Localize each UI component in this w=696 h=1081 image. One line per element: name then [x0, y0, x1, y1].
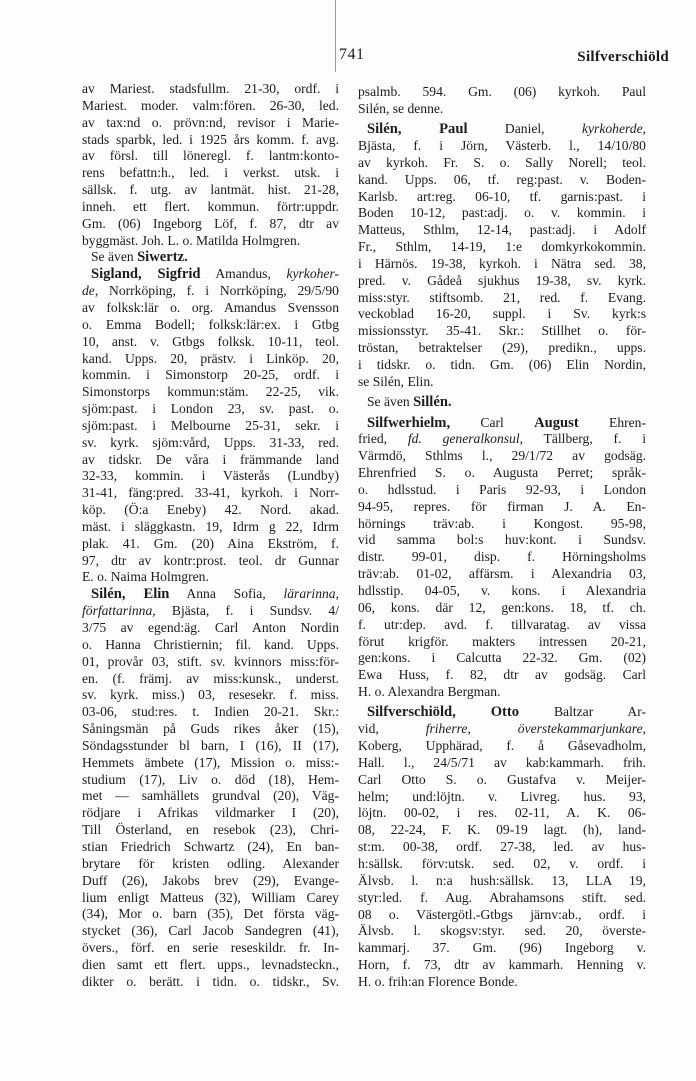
entry-continuation [82, 81, 339, 249]
biography-entry [82, 586, 339, 990]
text-run: av tax:nd o. prövn:nd, revisor i Marie- [82, 114, 339, 130]
headword: Silfverschiöld, [367, 704, 456, 721]
text-run: rödjare i Afrikas vildmarker I (20), [82, 805, 339, 821]
occupation-italic: kyrkoher- [286, 266, 340, 282]
text-line [82, 856, 339, 873]
text-line [82, 519, 339, 536]
text-line [358, 772, 646, 789]
text-line [358, 448, 646, 465]
text-line [358, 499, 646, 516]
text-run: Se även [91, 249, 138, 265]
text-run: 32-33, kommin. i Västerås (Lundby) [82, 468, 339, 484]
page-number: 741 [339, 46, 365, 63]
text-run: 08 o. Västergötl.-Gtbgs järnv:ab., ordf. i [358, 906, 646, 922]
text-line [82, 772, 339, 789]
text-line [82, 671, 339, 688]
text-line [82, 334, 339, 351]
text-line [82, 351, 339, 368]
text-run: Fr., Sthlm, 14-19, 1:e domkyrkokommin. [358, 239, 647, 255]
text-run: Matteus, Sthlm, 12-14, past:adj. i Adolf [358, 222, 647, 238]
occupation-italic: författarinna [82, 603, 153, 619]
text-run: övers., förf. en serie reseskildr. fr. In- [82, 940, 339, 956]
text-line [82, 788, 339, 805]
text-line [358, 84, 646, 101]
text-run: hdlsstip. 04-05, v. kons. i Alexandria [358, 582, 647, 598]
text-line [82, 266, 339, 283]
text-run: träv:ab. 01-02, affärsm. i Alexandria 03, [358, 566, 646, 582]
text-line [82, 300, 339, 317]
text-line [358, 189, 646, 206]
text-line [358, 789, 646, 806]
running-head: Silfverschiöld [577, 49, 669, 65]
headword: Silfwerhielm, [367, 414, 451, 431]
text-run: gen:kons. i Calcutta 22-32. Gm. (02) [358, 650, 646, 666]
text-run: Hall. l., 24/5/71 av kab:kammarh. frih. [358, 754, 646, 770]
text-line [358, 822, 646, 839]
text-line [358, 357, 646, 374]
text-run: studium (17), Liv o. död (18), Hem- [82, 771, 340, 787]
text-run: 10, anst. v. Gtbgs folksk. 10-11, teol. [82, 333, 340, 349]
text-line [82, 536, 339, 553]
text-line [82, 502, 339, 519]
text-run: 08, 22-24, F. K. 09-19 lagt. (h), land- [358, 822, 646, 838]
text-line [82, 98, 339, 115]
text-run: 3/75 av egend:äg. Carl Anton Nordin [82, 620, 340, 635]
text-line [82, 115, 339, 132]
headword: Sigland, Sigfrid [91, 266, 201, 283]
text-line [82, 165, 339, 182]
occupation-italic: de [82, 283, 95, 299]
text-run: Boden 10-12, past:adj. o. v. kommin. i [358, 205, 646, 221]
text-line [358, 340, 646, 357]
text-run: löjtn. 00-02, i res. 02-11, A. K. 06- [358, 805, 646, 821]
text-line [82, 974, 339, 991]
text-run: f. utr:dep. avd. f. tillvaratag. av vissa [358, 616, 647, 632]
text-run: köp. (Ö:a Eneby) 42. Nord. akad. [82, 502, 339, 518]
text-run: stycket (36), Carl Jacob Sandegren (41), [82, 923, 339, 939]
text-run: Koberg, Upphärad, f. å Gåsevadholm, [358, 738, 646, 754]
text-run: Såningsmän på Guds rikes åker (15), [82, 721, 339, 737]
text-run: 97, dtr av kontr:prost. teol. dr Gunnar [82, 552, 339, 568]
text-run: 01, provår 03, stift. sv. kvinnors miss:för- [82, 653, 340, 669]
left-column [82, 81, 339, 991]
text-line [358, 617, 646, 634]
text-run: Söndagsstunder bl barn, I (16), II (17), [82, 737, 340, 753]
text-line [82, 81, 339, 98]
text-run: miss:styr. stiftsomb. 21, red. f. Evang. [358, 289, 646, 305]
text-run: i tidskr. o. tidn. Gm. (06) Elin Nordin, [358, 357, 646, 372]
text-run: Älvsb. l. skogsv:styr. sed. 20, överste- [358, 923, 647, 939]
text-line [358, 516, 646, 533]
headword: Silén, Paul [367, 121, 468, 138]
text-line [358, 755, 646, 772]
text-run: sjöm:past. i Melbourne 25-31, sekr. i [82, 417, 340, 433]
text-line [82, 721, 339, 738]
text-line [358, 805, 646, 822]
biography-entry [358, 415, 646, 701]
text-run: Carl Otto S. o. Gustafva v. Meijer- [358, 771, 647, 787]
text-line [82, 603, 339, 620]
text-run: se Silén, Elin. [358, 373, 434, 389]
text-line [82, 553, 339, 570]
text-run: sv. kyrk. miss.) 03, resesekr. f. miss. [82, 687, 340, 703]
text-line [358, 907, 646, 924]
text-run: styr:led. f. Aug. Abrahamsons stift. sed. [358, 889, 647, 905]
right-column [358, 84, 646, 991]
text-line [358, 374, 646, 391]
text-run: kand. Upps. 06, tf. reg:past. v. Boden- [358, 171, 647, 187]
text-line [358, 101, 646, 118]
occupation-italic: friherre, överstekammarjunkare [425, 721, 643, 737]
text-line [358, 431, 646, 448]
text-line [82, 418, 339, 435]
text-line [358, 923, 646, 940]
text-line [358, 323, 646, 340]
text-run: 94-95, repres. för firman J. A. En- [358, 498, 646, 514]
text-line [82, 704, 339, 721]
text-run: Ewa Huss, f. 82, dtr av godsäg. Carl [358, 667, 646, 683]
text-run: Mariest. moder. valm:fören. 26-30, led. [82, 97, 339, 113]
text-run: Baltzar Ar- [519, 704, 646, 720]
text-run: 06, kons. där 12, gen:kons. 18, tf. ch. [358, 599, 646, 615]
text-run: missionsstyr. 35-41. Skr.: Stillhet o. för- [358, 323, 646, 339]
text-run: hörnings träv:ab. i Kongost. 95-98, [358, 515, 646, 531]
text-line [82, 384, 339, 401]
text-run: Karlsb. art:reg. 06-10, tf. garnis:past. i [358, 188, 646, 204]
text-line [82, 283, 339, 300]
text-line [358, 704, 646, 721]
text-line [358, 583, 646, 600]
headword: August [534, 414, 579, 431]
text-run: Carl [450, 414, 535, 430]
text-line [358, 121, 646, 138]
text-line [358, 155, 646, 172]
text-line [358, 138, 646, 155]
text-line [82, 569, 339, 586]
text-line [358, 940, 646, 957]
text-run: Ehrenfried S. o. Augusta Perret; språk- [358, 465, 646, 481]
text-run: av folksk:lär o. org. Amandus Svensson [82, 299, 340, 315]
text-run: Se även [367, 394, 414, 410]
text-run: st:m. 00-38, ordf. 27-38, led. av hus- [358, 839, 646, 855]
text-run: vid, [358, 721, 426, 737]
text-run: Hemmets ämbete (17), Mission o. miss:- [82, 754, 339, 770]
text-line [82, 738, 339, 755]
page-gutter-line [335, 0, 336, 72]
text-line [82, 923, 339, 940]
text-line [358, 566, 646, 583]
text-run: i Härnös. 19-38, kyrkoh. i Nätra sed. 38, [358, 255, 646, 271]
text-run: stads sparbk, led. i 1925 års komm. f. avg. [82, 131, 339, 147]
text-run: E. o. Naima Holmgren. [82, 569, 209, 585]
text-run: kammarj. 37. Gm. (96) Ingeborg v. [358, 940, 646, 956]
text-run: förut krigför. makters intressen 20-21, [358, 633, 646, 649]
text-line [82, 822, 339, 839]
text-line [358, 256, 646, 273]
text-line [82, 249, 339, 266]
text-run: sällsk. f. utg. av lantmät. hist. 21-28, [82, 182, 339, 198]
text-run: Duff (26), Jakobs brev (29), Evange- [82, 872, 340, 888]
text-line [82, 148, 339, 165]
text-run: 03-06, stud:res. t. Indien 20-21. Skr.: [82, 704, 340, 720]
text-line [358, 600, 646, 617]
text-line [358, 974, 646, 991]
text-run: met — samhällets grundval (20), Väg- [82, 788, 339, 804]
text-line [82, 468, 339, 485]
text-line [82, 233, 339, 250]
text-run: (34), Mor o. barn (35), Det första väg- [82, 906, 340, 922]
text-line [82, 620, 339, 637]
text-line [82, 906, 339, 923]
text-line [358, 957, 646, 974]
text-line [82, 485, 339, 502]
text-run: dien samt ett flert. upps., levnadsteckn., [82, 956, 339, 972]
text-run: byggmäst. Joh. L. o. Matilda Holmgren. [82, 232, 301, 248]
text-run: veckoblad 16-20, suppl. i Sv. kyrk:s [358, 306, 647, 322]
text-line [358, 273, 646, 290]
text-line [82, 687, 339, 704]
text-line [82, 452, 339, 469]
text-run [456, 704, 491, 719]
text-line [82, 805, 339, 822]
text-line [358, 394, 646, 411]
text-line [82, 839, 339, 856]
text-run: Horn, f. 73, dtr av kammarh. Henning v. [358, 957, 646, 973]
text-line [358, 415, 646, 432]
occupation-italic: kyrkoherde, [581, 121, 647, 137]
text-run: distr. 99-01, disp. f. Hörningsholms [358, 549, 646, 565]
text-run: o. Emma Bodell; folksk:lär:ex. i Gtbg [82, 316, 340, 332]
text-line [358, 172, 646, 189]
text-line [358, 634, 646, 651]
text-line [82, 755, 339, 772]
text-run: Simonstorps kommun:stäm. 22-25, vik. [82, 384, 340, 400]
biography-entry [358, 704, 646, 990]
text-run: en. (f. främj. av miss:kunsk., underst. [82, 670, 339, 686]
text-run: pred. v. Gådeå sjukhus 19-38, sv. kyrk. [358, 272, 646, 288]
text-line [82, 957, 339, 974]
text-run: lium enligt Matteus (32), William Carey [82, 889, 339, 905]
text-run: Ehren- [578, 414, 647, 430]
text-line [358, 684, 646, 701]
headword: Silén, Elin [91, 586, 170, 603]
occupation-italic: lärarinna, [283, 586, 340, 602]
occupation-italic: fd. generalkonsul [407, 431, 520, 447]
text-line [358, 306, 646, 323]
text-run: psalmb. 594. Gm. (06) kyrkoh. Paul [358, 84, 647, 99]
text-run: , [642, 721, 647, 737]
text-run: mäst. i släggkastn. 19, Idrm g 22, Idrm [82, 518, 339, 534]
text-line [82, 367, 339, 384]
text-line [358, 873, 646, 890]
text-run: av kyrkoh. Fr. S. o. Sally Norell; teol. [358, 154, 647, 170]
text-line [358, 650, 646, 667]
text-line [82, 637, 339, 654]
text-line [82, 132, 339, 149]
text-run: kand. Upps. 20, prästv. i Linköp. 20, [82, 350, 339, 366]
text-run: vid samma bol:s huv:kont. i Sundsv. [358, 532, 647, 548]
text-line [358, 856, 646, 873]
text-line [358, 222, 646, 239]
text-line [358, 738, 646, 755]
text-run: Amandus, [200, 266, 287, 282]
text-line [358, 839, 646, 856]
text-run: Älvsb. l. n:a hush:sällsk. 13, LLA 19, [358, 872, 647, 888]
text-run: Daniel, [467, 121, 582, 137]
text-line [82, 401, 339, 418]
text-run: brytare för kristen odling. Alexander [82, 855, 340, 871]
text-run: plak. 41. Gm. (20) Aina Ekström, f. [82, 535, 339, 551]
text-run: tröstan, betraktelser (29), predikn., upps. [358, 340, 646, 356]
text-line [82, 940, 339, 957]
text-line [82, 317, 339, 334]
text-run: , Bjästa, f. i Sundsv. 4/ [152, 603, 339, 619]
text-run: , Norrköping, f. i Norrköping, 29/5/90 [94, 283, 339, 299]
text-run: av Mariest. stadsfullm. 21-30, ordf. i [82, 81, 340, 96]
headword: Otto [490, 704, 520, 721]
text-line [358, 290, 646, 307]
text-line [82, 182, 339, 199]
headword: Siwertz. [137, 249, 188, 266]
text-run: stian Friedrich Schwartz (24), En ban- [82, 838, 339, 854]
text-run: h:sällsk. förv:utsk. sed. 02, v. ordf. i [358, 855, 646, 871]
text-run: , Tällberg, f. i [519, 431, 647, 447]
text-run: sjöm:past. i London 23, sv. past. o. [82, 401, 339, 417]
text-run: Bjästa, f. i Jörn, Västerb. l., 14/10/80 [358, 138, 646, 154]
text-run: Värmdö, Sthlms l., 29/1/72 av godsäg. [358, 448, 647, 464]
text-line [358, 239, 646, 256]
biography-entry [82, 249, 339, 266]
text-run: av försl. till löneregl. f. lantm:konto- [82, 148, 339, 164]
text-line [358, 721, 646, 738]
text-line [82, 199, 339, 216]
text-run: H. o. Alexandra Bergman. [358, 684, 501, 700]
biography-entry [358, 394, 646, 411]
text-run: helm; und:löjtn. v. Livreg. hus. 93, [358, 788, 647, 804]
entry-continuation [358, 84, 646, 118]
text-run: rens befattn:h., led. i verkst. utsk. i [82, 165, 339, 181]
text-run: dikter o. berätt. i tidn. o. tidskr., Sv. [82, 973, 339, 989]
text-run: Till Österland, en resebok (23), Chri- [82, 822, 339, 838]
text-run: o. Hanna Christiernin; fil. kand. Upps. [82, 636, 339, 652]
text-line [82, 435, 339, 452]
text-run: av tidskr. De våra i främmande land [82, 451, 340, 467]
text-run: 31-41, fäng:pred. 33-41, kyrkoh. i Norr- [82, 485, 340, 501]
text-run: Anna Sofia, [169, 586, 284, 602]
text-line [82, 873, 339, 890]
text-line [82, 654, 339, 671]
text-line [82, 216, 339, 233]
text-run: sv. kyrk. sjöm:vård, Upps. 31-33, red. [82, 434, 339, 450]
text-line [358, 465, 646, 482]
text-run: H. o. frih:an Florence Bonde. [358, 973, 518, 989]
biography-entry [82, 266, 339, 586]
headword: Sillén. [413, 394, 452, 411]
text-line [82, 586, 339, 603]
text-line [358, 667, 646, 684]
text-line [82, 890, 339, 907]
text-line [358, 890, 646, 907]
text-line [358, 482, 646, 499]
text-run: o. hdlsstud. i Paris 92-93, i London [358, 481, 646, 497]
text-line [358, 549, 646, 566]
text-run: inneh. ett flert. kommun. förtr:uppdr. [82, 198, 340, 214]
text-line [358, 532, 646, 549]
biography-entry [358, 121, 646, 391]
text-line [358, 205, 646, 222]
text-run: fried, [358, 431, 408, 447]
text-run: Silén, se denne. [358, 100, 444, 116]
text-run: Gm. (06) Ingeborg Löf, f. 87, dtr av [82, 215, 340, 231]
text-run: kommin. i Simonstorp 20-25, ordf. i [82, 367, 340, 383]
